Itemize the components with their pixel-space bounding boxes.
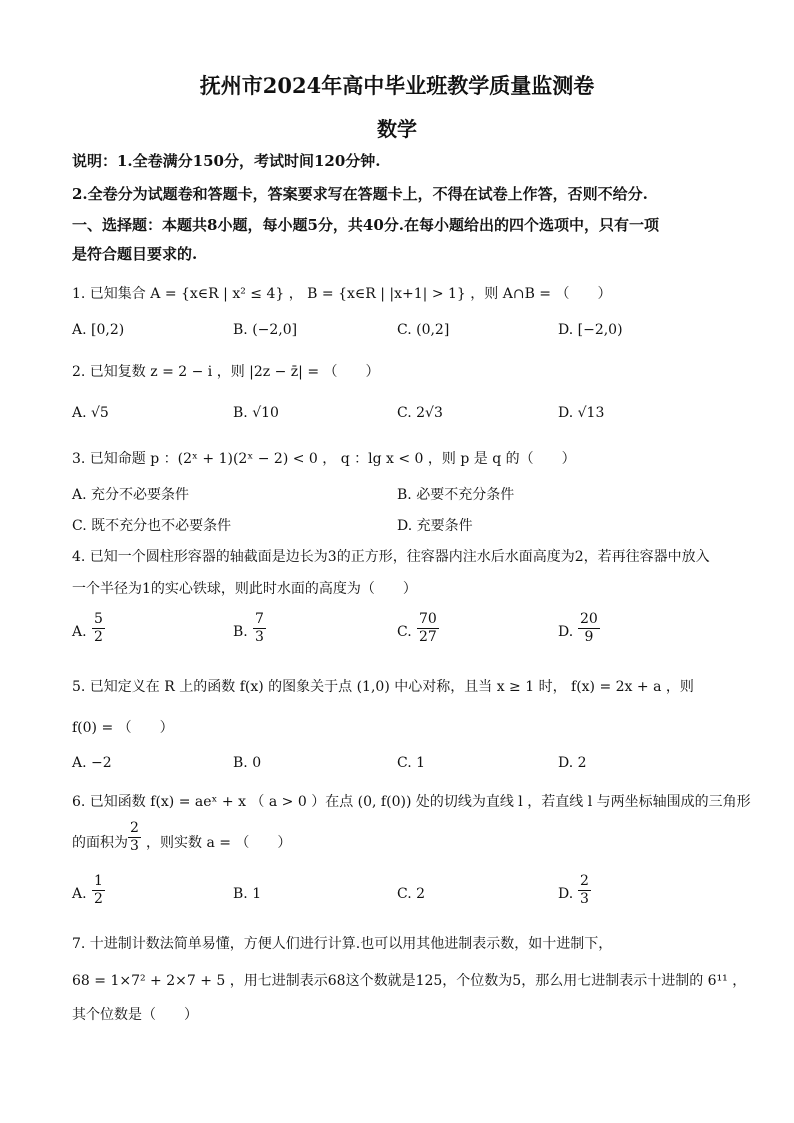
q3-option-b: B. 必要不充分条件: [397, 487, 515, 503]
question-4-line1: 4. 已知一个圆柱形容器的轴截面是边长为3的正方形，往容器内注水后水面高度为2，若再往容器中放入: [72, 549, 710, 565]
q6-option-a-fraction: 1 2: [94, 873, 103, 907]
note-2: 2.全卷分为试题卷和答题卡，答案要求写在答题卡上，不得在试卷上作答，否则不给分.: [72, 185, 648, 203]
q4-option-d-label: D.: [558, 624, 574, 640]
q6-option-d-fraction: 2 3: [580, 873, 589, 907]
q2-option-c: C. 2√3: [397, 405, 443, 421]
question-2-stem: 2. 已知复数 z = 2 − i ，则 |2z − z̄| = （ ）: [72, 364, 380, 380]
q1-option-b: B. (−2,0]: [233, 322, 298, 338]
q5-option-c: C. 1: [397, 755, 426, 771]
question-1-stem: 1. 已知集合 A = {x∈R | x² ≤ 4} ， B = {x∈R | |x+1| > 1} ，则 A∩B = （ ）: [72, 286, 612, 302]
q6-option-b: B. 1: [233, 886, 262, 902]
q4-option-d-fraction: 20 9: [580, 611, 598, 645]
q6-option-a-label: A.: [72, 886, 87, 902]
q6-option-c: C. 2: [397, 886, 426, 902]
exam-title: 抚州市2024年高中毕业班教学质量监测卷: [199, 73, 595, 98]
question-5-line2: f(0) = （ ）: [72, 720, 174, 736]
q3-option-d: D. 充要条件: [397, 518, 473, 534]
q2-option-d: D. √13: [558, 405, 605, 421]
q4-option-a-fraction: 5 2: [94, 611, 103, 645]
q1-option-a: A. [0,2): [72, 322, 125, 338]
question-6-line2-post: ，则实数 a = （ ）: [146, 835, 292, 851]
q4-option-b-label: B.: [233, 624, 248, 640]
q6-area-fraction: 2 3: [130, 820, 139, 854]
q4-option-c-fraction: 70 27: [419, 611, 437, 645]
q4-option-c-label: C.: [397, 624, 412, 640]
q5-option-b: B. 0: [233, 755, 262, 771]
q2-option-b: B. √10: [233, 405, 279, 421]
q3-option-a: A. 充分不必要条件: [72, 487, 190, 503]
q4-option-b-fraction: 7 3: [255, 611, 264, 645]
section-heading-line1: 一、选择题：本题共8小题，每小题5分，共40分.在每小题给出的四个选项中，只有一项: [72, 216, 659, 234]
question-7-line3: 其个位数是（ ）: [72, 1007, 198, 1023]
section-heading-line2: 是符合题目要求的.: [72, 245, 198, 263]
q3-option-c: C. 既不充分也不必要条件: [72, 518, 232, 534]
subject-title: 数学: [377, 117, 417, 141]
question-5-line1: 5. 已知定义在 R 上的函数 f(x) 的图象关于点 (1,0) 中心对称，且当 x ≥ 1 时， f(x) = 2x + a ，则: [72, 679, 694, 695]
q4-option-a-label: A.: [72, 624, 87, 640]
q5-option-a: A. −2: [72, 755, 112, 771]
q2-option-a: A. √5: [72, 405, 109, 421]
question-7-line2: 68 = 1×7² + 2×7 + 5 ，用七进制表示68这个数就是125，个位数为5，那么用七进制表示十进制的 6¹¹ ，: [72, 973, 747, 989]
question-3-stem: 3. 已知命题 p ：(2ˣ + 1)(2ˣ − 2) < 0 ， q ：lg x < 0 ，则 p 是 q 的（ ）: [72, 451, 576, 467]
question-7-line1: 7. 十进制计数法简单易懂，方便人们进行计算.也可以用其他进制表示数，如十进制下，: [72, 936, 613, 952]
q5-option-d: D. 2: [558, 755, 587, 771]
q1-option-c: C. (0,2]: [397, 322, 450, 338]
question-6-line2-pre: 的面积为: [72, 835, 128, 851]
note-1: 说明：1.全卷满分150分，考试时间120分钟.: [72, 152, 381, 170]
q6-option-d-label: D.: [558, 886, 574, 902]
question-6-line1: 6. 已知函数 f(x) = aeˣ + x （ a > 0 ）在点 (0, f(0)) 处的切线为直线 l ，若直线 l 与两坐标轴围成的三角形: [72, 794, 751, 810]
question-4-line2: 一个半径为1的实心铁球，则此时水面的高度为（ ）: [72, 581, 417, 597]
q1-option-d: D. [−2,0): [558, 322, 623, 338]
